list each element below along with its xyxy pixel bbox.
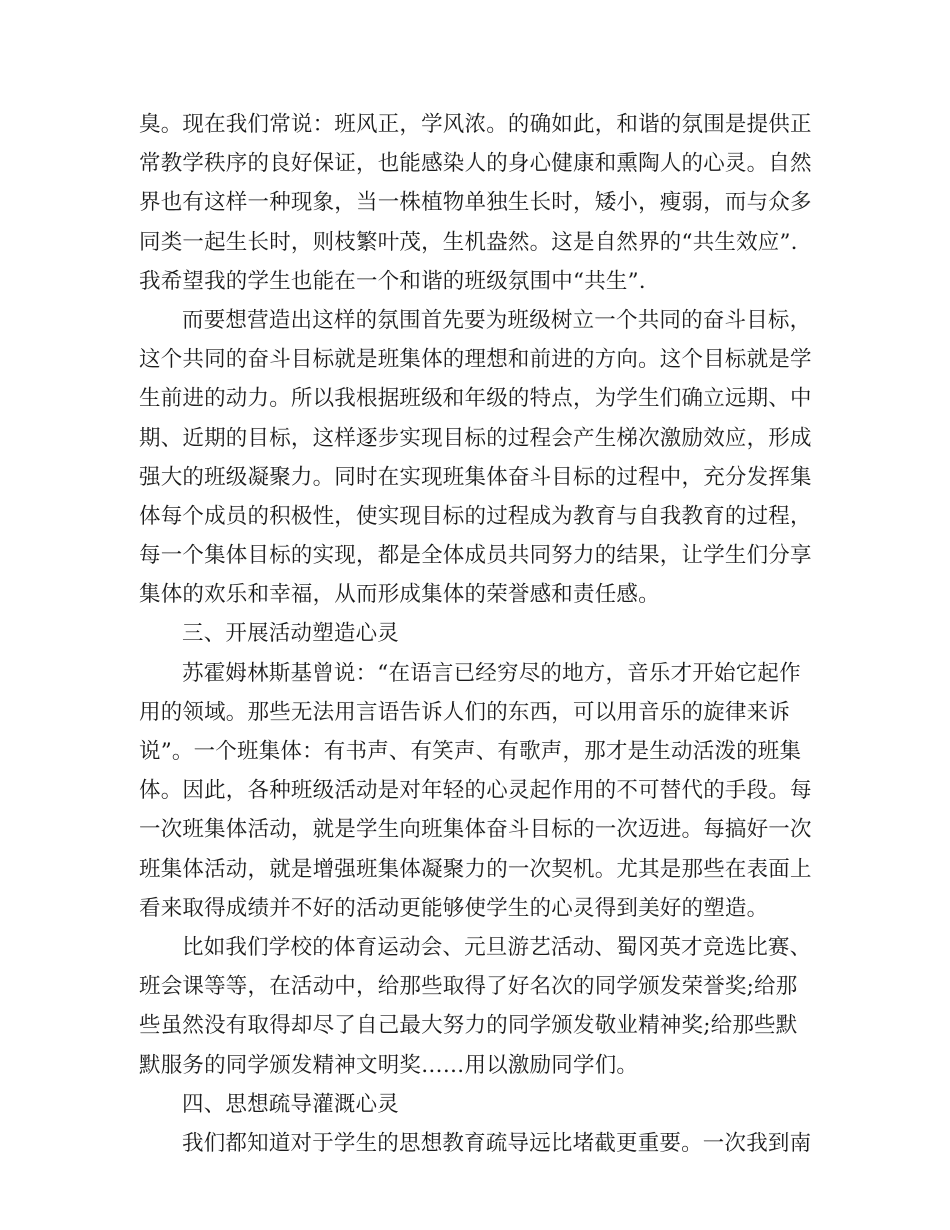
text-line: 说”。一个班集体：有书声、有笑声、有歌声，那才是生动活泼的班集 [139, 739, 802, 764]
text-line: 集体的欢乐和幸福，从而形成集体的荣誉感和责任感。 [139, 582, 660, 608]
text-line: 体每个成员的积极性，使实现目标的过程成为教育与自我教育的过程， [139, 503, 812, 529]
text-line: 苏霍姆林斯基曾说：“在语言已经穷尽的地方，音乐才开始它起作 [182, 660, 801, 686]
text-line: 班会课等等，在活动中，给那些取得了好名次的同学颁发荣誉奖;给那 [139, 974, 798, 1000]
text-line: 体。因此，各种班级活动是对年轻的心灵起作用的不可替代的手段。每 [139, 778, 812, 804]
text-line: 一次班集体活动，就是学生向班集体奋斗目标的一次迈进。每搞好一次 [139, 817, 812, 843]
text-line: 三、开展活动塑造心灵 [182, 621, 400, 647]
text-line: 看来取得成绩并不好的活动更能够使学生的心灵得到美好的塑造。 [139, 895, 769, 921]
text-line: 臭。现在我们常说：班风正，学风浓。的确如此，和谐的氛围是提供正 [139, 112, 812, 137]
text-line: 界也有这样一种现象，当一株植物单独生长时，矮小，瘦弱，而与众多 [139, 190, 812, 216]
text-line: 我们都知道对于学生的思想教育疏导远比堵截更重要。一次我到南 [182, 1130, 812, 1156]
text-line: 这个共同的奋斗目标就是班集体的理想和前进的方向。这个目标就是学 [139, 347, 812, 373]
text-line: 每一个集体目标的实现，都是全体成员共同努力的结果，让学生们分享 [139, 543, 812, 569]
text-line: 强大的班级凝聚力。同时在实现班集体奋斗目标的过程中，充分发挥集 [139, 464, 812, 490]
text-line: 我希望我的学生也能在一个和谐的班级氛围中“共生”. [139, 268, 646, 294]
text-line: 而要想营造出这样的氛围首先要为班级树立一个共同的奋斗目标， [182, 307, 812, 333]
text-line: 些虽然没有取得却尽了自己最大努力的同学颁发敬业精神奖;给那些默 [139, 1013, 798, 1039]
text-line: 默服务的同学颁发精神文明奖……用以激励同学们。 [139, 1052, 639, 1078]
text-line: 常教学秩序的良好保证，也能感染人的身心健康和熏陶人的心灵。自然 [139, 151, 812, 177]
text-line: 比如我们学校的体育运动会、元旦游艺活动、蜀冈英才竞选比赛、 [182, 934, 812, 960]
text-line: 生前进的动力。所以我根据班级和年级的特点，为学生们确立远期、中 [139, 386, 812, 412]
text-line: 用的领域。那些无法用言语告诉人们的东西，可以用音乐的旋律来诉 [139, 699, 791, 725]
text-line: 期、近期的目标，这样逐步实现目标的过程会产生梯次激励效应，形成 [139, 425, 812, 451]
document-body [139, 105, 819, 1163]
text-line: 同类一起生长时，则枝繁叶茂，生机盎然。这是自然界的“共生效应”. [139, 229, 798, 255]
text-line: 班集体活动，就是增强班集体凝聚力的一次契机。尤其是那些在表面上 [139, 856, 812, 882]
text-line: 四、思想疏导灌溉心灵 [182, 1091, 400, 1117]
